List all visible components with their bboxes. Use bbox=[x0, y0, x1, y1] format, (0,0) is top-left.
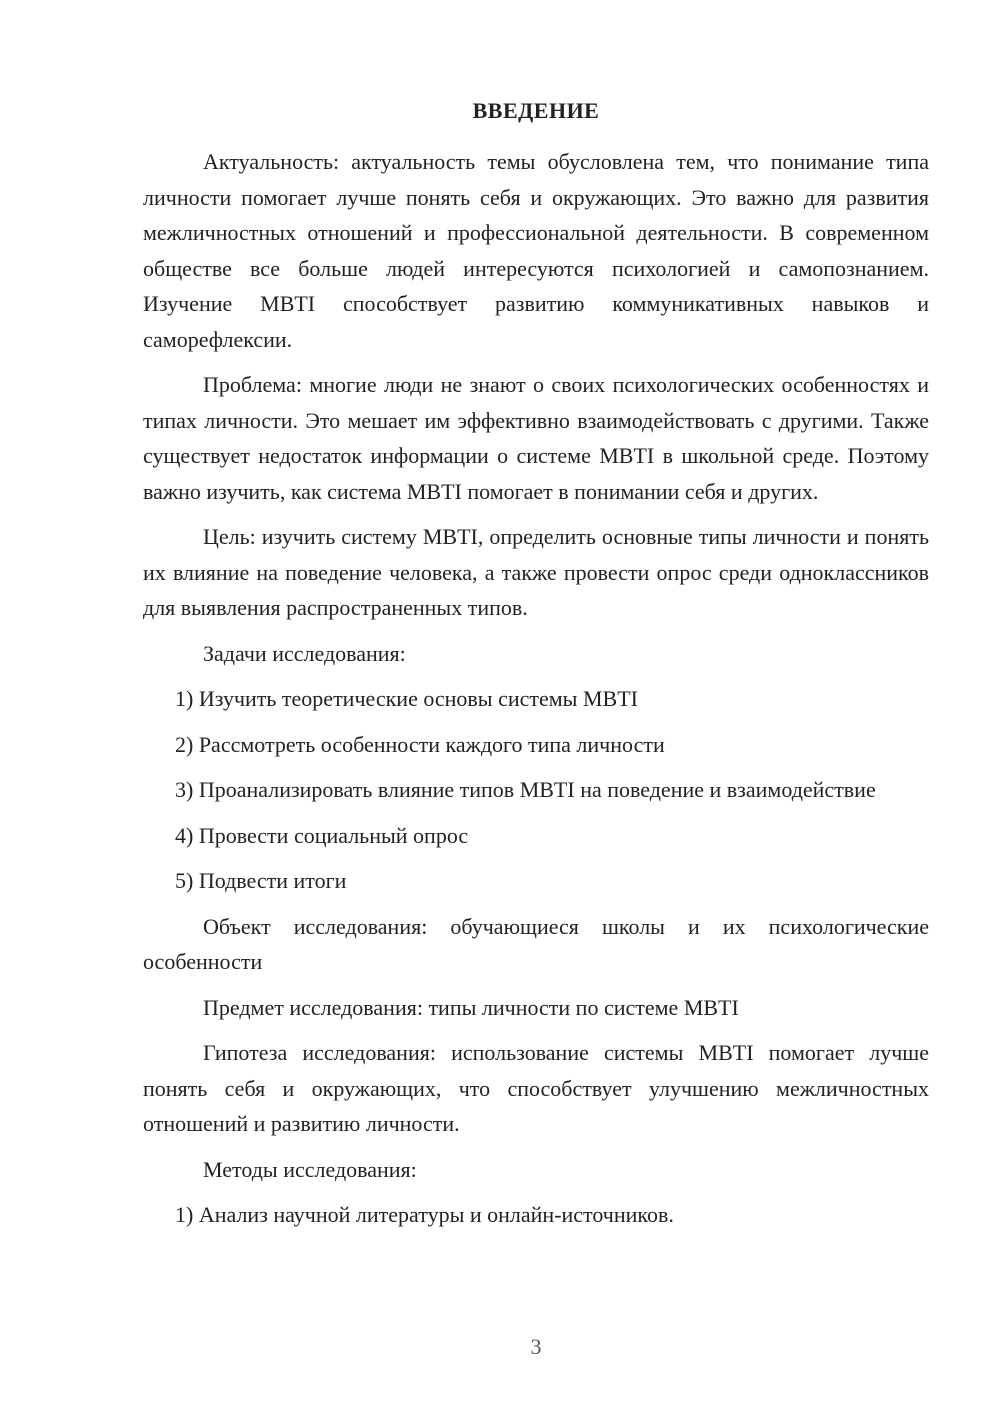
task-item: 5) Подвести итоги bbox=[175, 868, 347, 893]
goal-paragraph: Цель: изучить систему MBTI, определить основные типы личности и понять их влияние на поведение человека, а также провести опрос среди одноклассников для выявления распространенных типов. bbox=[143, 524, 929, 620]
document-body bbox=[143, 144, 929, 1243]
task-item: 3) Проанализировать влияние типов MBTI на поведение и взаимодействие bbox=[175, 777, 876, 802]
tasks-heading: Задачи исследования: bbox=[203, 640, 406, 666]
methods-heading: Методы исследования: bbox=[203, 1156, 417, 1182]
hypothesis-paragraph: Гипотеза исследования: использование системы MBTI помогает лучше понять себя и окружающих, что способствует улучшению межличностных отношений и развитию личности. bbox=[143, 1040, 929, 1136]
method-item: 1) Анализ научной литературы и онлайн-источников. bbox=[175, 1202, 674, 1227]
task-item: 2) Рассмотреть особенности каждого типа личности bbox=[175, 731, 665, 757]
relevance-paragraph: Актуальность: актуальность темы обусловлена тем, что понимание типа личности помогает лучше понять себя и окружающих. Это важно для развития межличностных отношений и профессиональной деятельности. В современном обществе все больше людей интересуются психологией и самопознанием. Изучение MBTI способствует развитию коммуникативных навыков и саморефлексии. bbox=[143, 149, 929, 352]
page-number: 3 bbox=[530, 1334, 542, 1359]
object-paragraph: Объект исследования: обучающиеся школы и их психологические особенности bbox=[143, 913, 929, 974]
document-page bbox=[143, 0, 929, 1414]
subject-paragraph: Предмет исследования: типы личности по системе MBTI bbox=[203, 994, 739, 1020]
task-item: 1) Изучить теоретические основы системы MBTI bbox=[175, 686, 638, 711]
page-title: ВВЕДЕНИЕ bbox=[472, 98, 600, 123]
problem-paragraph: Проблема: многие люди не знают о своих психологических особенностях и типах личности. Это мешает им эффективно взаимодействовать с другими. Также существует недостаток информации о системе MBTI в школьной среде. Поэтому важно изучить, как система MBTI помогает в понимании себя и других. bbox=[143, 372, 929, 504]
task-item: 4) Провести социальный опрос bbox=[175, 822, 469, 848]
